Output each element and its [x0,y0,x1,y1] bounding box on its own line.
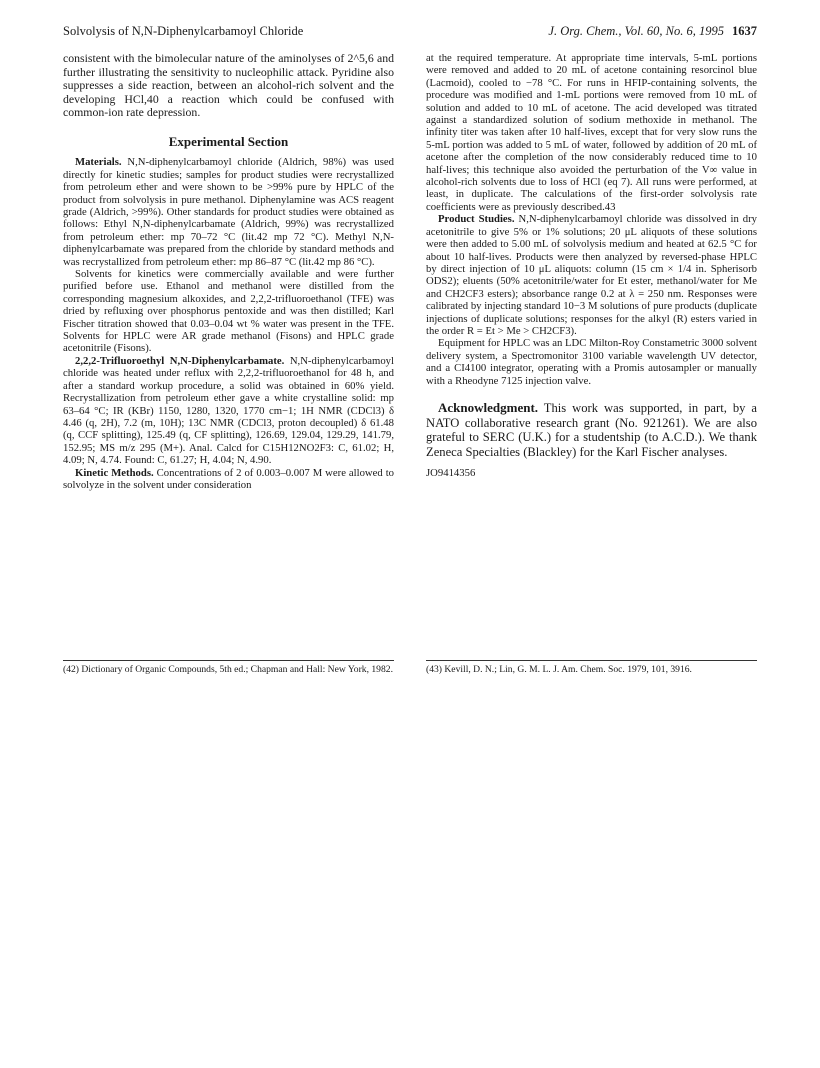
right-column [426,52,757,480]
footnote-rule-left [63,660,394,661]
running-head-journal [548,24,757,39]
materials-paragraph [63,156,394,268]
section-heading: Experimental Section [168,133,289,149]
equipment-paragraph: Equipment for HPLC was an LDC Milton-Roy Constametric 3000 solvent delivery system, a Spectromonitor 3100 variable wavelength UV detector, and a CI4100 integrator, operating with a Promis autosampler or manually with a Rheodyne 7125 injection valve. [426,337,757,387]
tfe-heading: 2,2,2-Trifluoroethyl N,N-Diphenylcarbamate. [75,354,285,367]
acknowledgment-paragraph [426,401,757,459]
kinetic-text: Concentrations of 2 of 0.003–0.007 M were allowed to solvolyze in the solvent under consideration [63,466,395,491]
footnote-rule-right [426,660,757,661]
product-text: N,N-diphenylcarbamoyl chloride was dissolved in dry acetonitrile to give 5% or 1% solutions; 20 μL aliquots of these solutions were then added to 5.00 mL of solvolysis medium and heated at 62.5 °C for about 10 half-lives. Products were then analyzed by reversed-phase HPLC by direct injection of 10 μL aliquots: column (15 cm × 1/4 in. Spherisorb ODS2); eluents (50% acetonitrile/water for Et ester, methanol/water for Me and CH2CF3 esters); absorbance range 0.2 at λ = 250 nm. Responses were calibrated by injecting standard 10−3 M solutions of pure products (duplicate injections of duplicate solutions; responses for the alkyl (R) esters varied in the order R = Et > Me > CH2CF3). [426,213,758,337]
journal-citation: J. Org. Chem., Vol. 60, No. 6, 1995 [548,24,724,38]
footnote-42: (42) Dictionary of Organic Compounds, 5th ed.; Chapman and Hall: New York, 1982. [63,664,393,675]
tfe-paragraph [63,355,394,467]
running-head [63,24,757,44]
materials-text: N,N-diphenylcarbamoyl chloride (Aldrich, 98%) was used directly for kinetic studies; samples for product studies were recrystallized from petroleum ether and were shown to be >99% pure by HPLC of the product from solvolysis in pure methanol. Diphenylamine was ACS reagent grade (Aldrich, >99%). Other standards for product studies were obtained as follows: Ethyl N,N-diphenylcarbamate (Aldrich, 99%) was recrystallized from petroleum ether: mp 70–72 °C (lit.42 mp 72 °C). Methyl N,N-diphenylcarbamate was prepared from the chloride by standard methods and was recrystallized from petroleum ether: mp 86–87 °C (lit.42 mp 86 °C). [63,156,394,268]
kinetic-paragraph [63,467,394,492]
continuation-paragraph: at the required temperature. At appropriate time intervals, 5-mL portions were removed and added to 20 mL of acetone containing resorcinol blue (Lacmoid), cooled to −78 °C. For runs in HFIP-containing solvents, the procedure was modified and 1-mL portions were removed from 10 mL of solution and added to 10 mL of acetone. The acid developed was titrated against a standardized solution of sodium methoxide in methanol. The infinity titer was taken after 10 half-lives, except that for very slow runs the 5-mL portion was added to 5 mL of water, followed by addition of 20 mL of acetone after the completion of the now considerably reduced time to 10 half-lives; this technique also avoided the perturbation of the V∞ value in alcohol-rich solvents due to loss of HCl (eq 7). All runs were performed, at least, in duplicate. The calculations of the first-order solvolysis rate coefficients were as previously described.43 [426,52,757,213]
materials-heading: Materials. [75,156,122,169]
tfe-text: N,N-diphenylcarbamoyl chloride was heated under reflux with 2,2,2-trifluoroethanol for 48 h, and after a standard workup procedure, a solid was obtained in 60% yield. Recrystallization from petroleum ether gave a white crystalline solid: mp 63–64 °C; IR (KBr) 1150, 1280, 1320, 1770 cm−1; 1H NMR (CDCl3) δ 4.46 (q, 2H), 7.2 (m, 10H); 13C NMR (CDCl3, proton decoupled) δ 61.48 (q, CCF splitting), 125.49 (q, CF splitting), 126.69, 129.04, 129.29, 141.79, 152.95; MS m/z 295 (M+). Anal. Calcd for C15H12NO2F3: C, 61.02; H, 4.09; N, 4.74. Found: C, 61.27; H, 4.04; N, 4.90. [63,354,394,467]
running-head-title: Solvolysis of N,N-Diphenylcarbamoyl Chloride [63,24,304,38]
product-heading: Product Studies. [438,213,515,226]
left-column [63,52,394,491]
acknowledgment-text: This work was supported, in part, by a NATO collaborative research grant (No. 921261). We are also grateful to SERC (U.K.) for a studentship (to A.C.D.). We thank Zeneca Specialties (Blackley) for the Karl Fischer analyses. [426,400,757,459]
footnote-43: (43) Kevill, D. N.; Lin, G. M. L. J. Am. Chem. Soc. 1979, 101, 3916. [426,664,692,675]
manuscript-code: JO9414356 [426,467,476,480]
kinetic-heading: Kinetic Methods. [75,466,154,479]
solvents-paragraph: Solvents for kinetics were commercially available and were further purified before use. Ethanol and methanol were distilled from the corresponding magnesium alkoxides, and 2,2,2-trifluoroethanol (TFE) was dried by refluxing over phosphorus pentoxide and was then distilled; Karl Fischer titration showed that 0.03–0.04 wt % water was present in the TFE. Solvents for HPLC were AR grade methanol (Fisons) and HPLC grade acetonitrile (Fisons). [63,268,394,355]
product-paragraph [426,213,757,337]
opening-paragraph: consistent with the bimolecular nature of the aminolyses of 2^5,6 and further illustrating the sensitivity to nucleophilic attack. Pyridine also suppresses a side reaction, between an alcohol-rich solvent and the developing HCl,40 a reaction which could be confused with common-ion rate depression. [63,51,394,120]
acknowledgment-heading: Acknowledgment. [438,399,539,415]
page-number: 1637 [732,24,757,38]
